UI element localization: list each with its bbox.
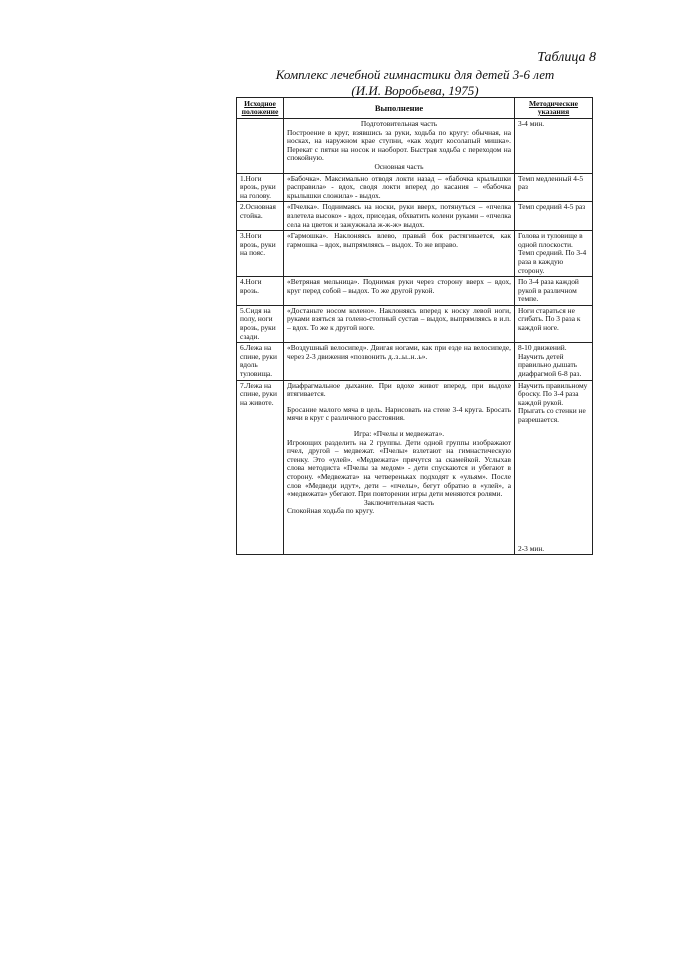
position-text: 3.Ноги врозь, руки на пояс. [240,231,276,258]
position-text: 6.Лежа на спине, руки вдоль туловища. [240,343,277,379]
intro-text: Построение в круг, взявшись за руки, ходьба по кругу: обычная, на носках, на наружном крае ступни, «как ходит косолапый мишка». Перекат с пятки на носок и наоборот. Быстрая ходьба с переходом на спокойную. [287,127,511,163]
cell-notes [515,119,593,174]
section-heading-final: Заключительная часть [363,497,435,507]
position-text: 7.Лежа на спине, руки на животе. [240,380,277,407]
breathing-text: Диафрагмальное дыхание. При вдохе живот вперед, при выдохе втягивается. [287,380,511,399]
table-row [237,380,593,555]
cell-position [237,173,284,202]
table-row [237,119,593,174]
cell-execution: «Достаньте носом колено». Наклоняясь вперед к носку левой ноги, руками взяться за голено-стопный сустав – выдох, выпрямляясь в и.п. – вдох. То же к другой ноге. [284,305,515,342]
section-heading-main: Основная часть [374,161,424,171]
game-title: Игра: «Пчелы и медвежата». [353,429,445,438]
position-text: 1.Ноги врозь, руки на голову. [240,173,276,200]
section-heading-prep: Подготовительная часть [360,119,438,128]
cell-position [237,305,284,342]
position-text: 5.Сидя на полу, ноги врозь, руки сзади. [240,305,276,341]
document-title: Комплекс лечебной гимнастики для детей 3-6 лет [275,67,555,82]
cell-execution [284,380,515,555]
cell-notes: По 3-4 раза каждой рукой в различном темпе. [515,277,593,306]
cell-position [237,380,284,555]
cell-execution: «Ветряная мельница». Поднимая руки через сторону вверх – вдох, круг перед собой – выдох. То же другой рукой. [284,277,515,306]
gymnastics-table [236,97,593,555]
column-header-execution: Выполнение [284,98,515,119]
table-row [237,173,593,202]
cell-execution: «Пчелка». Поднимаясь на носки, руки вверх, потянуться – «пчелка взлетела высоко» - вдох, приседая, обхватить колени руками – «пчелка села на цветок и зажужжала ж-ж-ж» выдох. [284,202,515,231]
game-text: Игроющих разделить на 2 группы. Дети одной группы изображают пчел, другой – медвежат. «Пчелы» взлетают на гимнастическую стенку. Это «улей». «Медвежата» прячутся за скамейкой. Услыхав слова методиста «Пчелы за медом» - дети спускаются и убегают в сторону. «Медвежата» на четвереньках подходят к «ульям». После слов «Медведи идут», дети – «пчелы», бегут обратно в «улей», а «медвежата» убегают. При повторении игры дети меняются ролями. [287,437,511,499]
cell-position [237,202,284,231]
final-text: Спокойная ходьба по кругу. [287,506,375,516]
cell-execution: «Воздушный велосипед». Двигая ногами, как при езде на велосипеде, через 2-3 движения «позвонить д..з..ы..н..ь». [284,343,515,380]
cell-execution: «Гармошка». Наклоняясь влево, правый бок растягивается, как гармошка – вдох, выпрямляясь – выдох. То же вправо. [284,231,515,277]
breathing-note: Научить правильному броску. По 3-4 раза каждой рукой. [518,380,588,407]
table-header-row [237,98,593,119]
position-text: 2.Основная стойка. [240,202,276,220]
final-note: 2-3 мин. [518,543,545,553]
cell-execution [284,119,515,174]
table-row [237,202,593,231]
position-text: 4.Ноги врозь. [240,277,262,295]
table-row [237,305,593,342]
cell-notes: Голова и туловище в одной плоскости. Темп средний. По 3-4 раза в каждую сторону. [515,231,593,277]
cell-notes: Темп медленный 4-5 раз [515,173,593,202]
table-row [237,343,593,380]
cell-notes: 8-10 движений. Научить детей правильно дышать диафрагмой 6-8 раз. [515,343,593,380]
ball-text: Бросание малого мяча в цель. Нарисовать на стене 3-4 круга. Бросать мячи в круг с различного расстояния. [287,404,511,423]
cell-execution: «Бабочка». Максимально отводя локти назад – «бабочка крылышки расправила» - вдох, сводя локти вперед до касания – «бабочка крылышки сложила» - выдох. [284,173,515,202]
table-row [237,277,593,306]
table-label: Таблица 8 [537,50,596,65]
ball-note: Прыгать со стенки не разрешается. [518,406,586,424]
cell-position [237,277,284,306]
cell-position [237,343,284,380]
column-header-notes: Методические указания [515,98,593,119]
cell-position [237,231,284,277]
cell-position [237,119,284,174]
cell-notes [515,380,593,555]
intro-note: 3-4 мин. [518,119,545,128]
cell-notes: Темп средний 4-5 раз [515,202,593,231]
column-header-position: Исходное положение [237,98,284,119]
cell-notes: Ноги стараться не сгибать. По 3 раза к каждой ноге. [515,305,593,342]
document-subtitle: (И.И. Воробьева, 1975) [351,83,479,98]
table-row [237,231,593,277]
